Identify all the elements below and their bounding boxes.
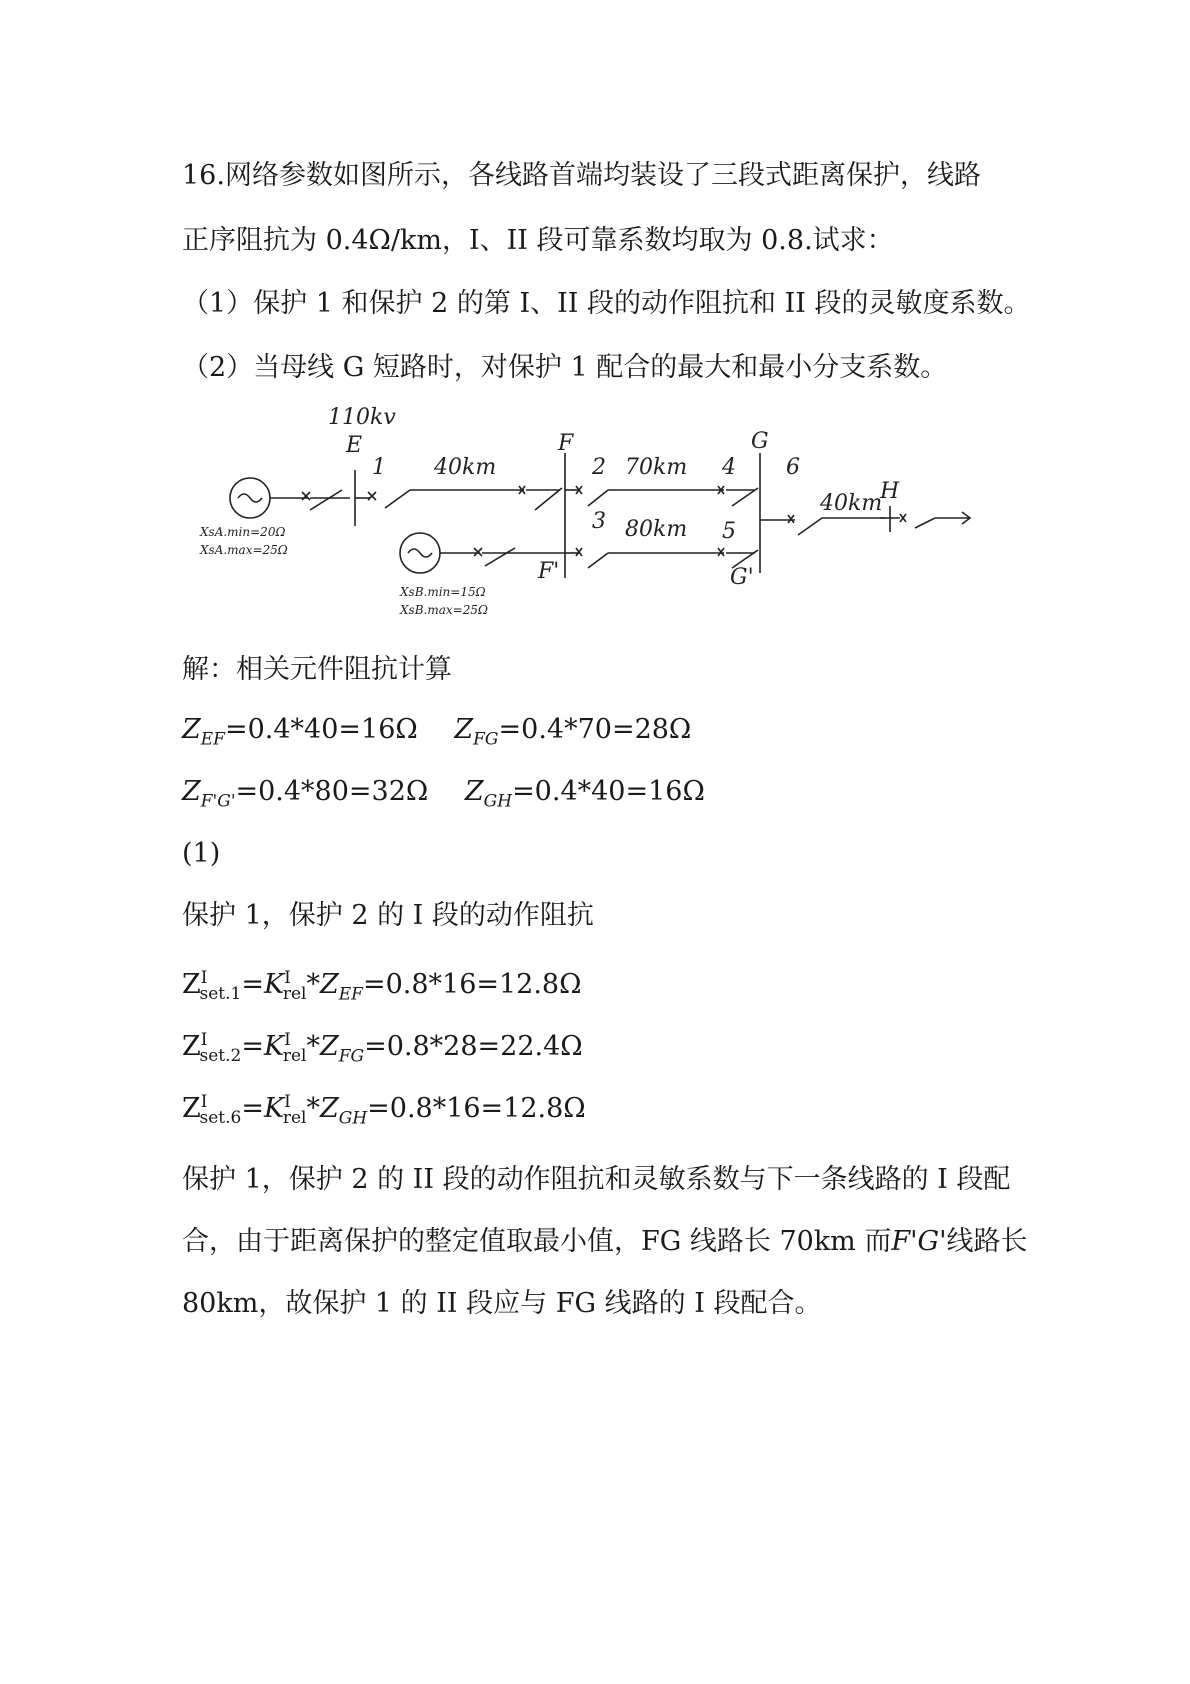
set6-value: =0.8*16=12.8Ω [367, 1093, 586, 1124]
z-ef-value: =0.4*40=16Ω [224, 714, 418, 745]
src-a-max: XsA.max=25Ω [200, 543, 288, 557]
prot-2-label: 2 [592, 455, 606, 480]
set2-formula: $Z^I_{set.2}=K^I_{rel}*Z_{FG}=0.8*28=22.4\Omega$ [182, 1030, 583, 1067]
z-gh-value: =0.4*40=16Ω [512, 776, 705, 807]
src-b-max: XsB.max=25Ω [400, 603, 488, 617]
voltage-label: 110kv [328, 405, 396, 430]
question-1: （1）保护 1 和保护 2 的第 I、II 段的动作阻抗和 II 段的灵敏度系数。 [182, 288, 1031, 319]
prot-1-label: 1 [372, 455, 386, 480]
z-line-2: $Z_{F'G'}=0.4*80=32\Omega$ $Z_{GH}=0.4*40=16\Omega$ [182, 776, 705, 812]
bus-gp-label: G' [730, 565, 754, 590]
bus-g-label: G [751, 429, 769, 454]
prot-3-label: 3 [592, 509, 606, 534]
len-fg-label: 70km [625, 455, 688, 480]
len-gh-label: 40km [820, 491, 883, 516]
len-ef-label: 40km [434, 455, 497, 480]
paragraph-line-2b: 线路长 [946, 1226, 1028, 1257]
prot-5-label: 5 [722, 519, 736, 544]
set2-value: =0.8*28=22.4Ω [364, 1031, 583, 1062]
network-diagram [180, 398, 1020, 638]
stage1-title: 保护 1，保护 2 的 I 段的动作阻抗 [182, 900, 594, 931]
src-b-min: XsB.min=15Ω [400, 585, 486, 599]
set1-value: =0.8*16=12.8Ω [362, 969, 582, 1000]
bus-fp-label: F' [538, 559, 560, 584]
set6-formula: $Z^I_{set.6}=K^I_{rel}*Z_{GH}=0.8*16=12.8\Omega$ [182, 1092, 586, 1129]
len-fpgp-label: 80km [625, 517, 688, 542]
problem-line-1: 16.网络参数如图所示，各线路首端均装设了三段式距离保护，线路 [182, 160, 981, 191]
problem-line-2: 正序阻抗为 0.4Ω/km，I、II 段可靠系数均取为 0.8.试求： [182, 225, 894, 256]
z-fg-value: =0.4*70=28Ω [498, 714, 692, 745]
set1-formula: $Z^I_{set.1}=K^I_{rel}*Z_{EF}=0.8*16=12.8\Omega$ [182, 968, 582, 1005]
part-1-label: (1) [182, 838, 221, 869]
question-2: （2）当母线 G 短路时，对保护 1 配合的最大和最小分支系数。 [182, 352, 948, 383]
z-line-1: $Z_{EF}=0.4*40=16\Omega$ $Z_{FG}=0.4*70=28\Omega$ [182, 714, 692, 750]
paragraph-line-3: 80km，故保护 1 的 II 段应与 FG 线路的 I 段配合。 [182, 1288, 822, 1319]
prot-6-label: 6 [786, 455, 800, 480]
bus-e-label: E [346, 433, 363, 458]
solution-header: 解：相关元件阻抗计算 [182, 654, 452, 685]
paragraph-line-2a: 合，由于距离保护的整定值取最小值，FG 线路长 70km 而 [182, 1226, 892, 1257]
prot-4-label: 4 [722, 455, 736, 480]
paragraph-line-1: 保护 1，保护 2 的 II 段的动作阻抗和灵敏系数与下一条线路的 I 段配 [182, 1164, 1011, 1195]
bus-h-label: H [880, 479, 900, 504]
bus-f-label: F [558, 431, 574, 456]
src-a-min: XsA.min=20Ω [200, 525, 286, 539]
paragraph-line-2: 合，由于距离保护的整定值取最小值，FG 线路长 70km 而F'G'线路长 [182, 1226, 1028, 1257]
z-fpgp-value: =0.4*80=32Ω [235, 776, 429, 807]
